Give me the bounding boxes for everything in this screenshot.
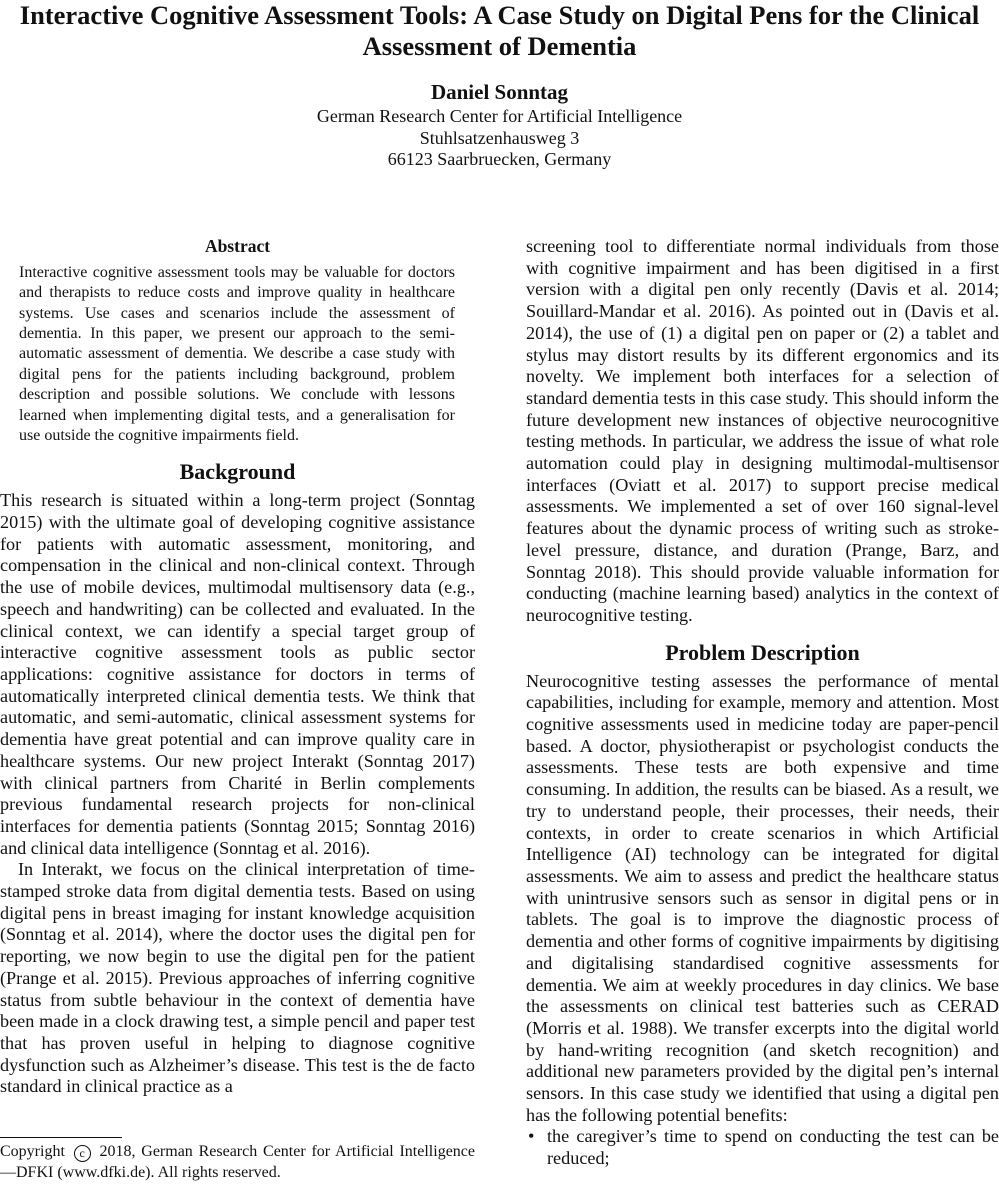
benefit-text: the caregiver’s time to spend on conducting the test can be reduced; xyxy=(547,1126,999,1169)
bullet-icon: • xyxy=(528,1126,535,1147)
abstract-heading: Abstract xyxy=(204,236,271,256)
author-street: Stuhlsatzenhausweg 3 xyxy=(419,127,580,148)
problem-paragraph-1: Neurocognitive testing assesses the performance of mental capabilities, including for example, memory and attention. Most cognitive assessments used in medicine today are paper-pencil based. A doctor, physiotherapist or psychologist conducts the assessments. These tests are both expensive and time consuming. In addition, the results can be biased. As a result, we try to understand people, their processes, their needs, their contexts, in order to create scenarios in which Artificial Intelligence (AI) technology can be integrated for digital assessments. We aim to assess and predict the healthcare status with unintrusive sensors such as sensor in digital pens or in tablets. The goal is to improve the diagnostic process of dementia and other forms of cognitive impairments by digitising and digitalising standardised cognitive assessments for dementia. We aim at weekly procedures in day clinics. We base the assessments on clinical test batteries such as CERAD (Morris et al. 1988). We transfer excerpts into the digital world by hand-writing recognition (and sketch recognition) and additional new parameters provided by the digital pen’s internal sensors. In this case study we identified that using a digital pen has the following potential benefits: xyxy=(526,670,999,1125)
right-column xyxy=(526,236,999,1170)
author-block xyxy=(0,78,999,171)
background-paragraph-2-continued: screening tool to differentiate normal individuals from those with cognitive impairment and has been digitised in a first version with a digital pen only recently (Davis et al. 2014; Souillard-Mandar et al. 2016). As pointed out in (Davis et al. 2014), the use of (1) a digital pen on paper or (2) a tablet and stylus may distort results by its different ergonomics and its novelty. We implement both interfaces for a selection of standard dementia tests in this case study. This should inform the future development new instances of objective neurocognitive testing methods. In particular, we address the issue of what role automation could play in designing multimodal-multisensor interfaces (Oviatt et al. 2017) to support precise medical assessments. We implemented a set of over 160 signal-level features about the dynamic process of writing such as stroke-level pressure, distance, and duration (Prange, Barz, and Sonntag 2018). This should provide valuable information for conducting (machine learning based) analytics in the context of neurocognitive testing. xyxy=(526,236,999,625)
paper-title: Interactive Cognitive Assessment Tools: A Case Study on Digital Pens for the Clinical Assessment of Dementia xyxy=(19,0,980,61)
copyright-text: 2018, German Research Center for Artificial Intelligence—DFKI (www.dfki.de). All rights reserved. xyxy=(0,1143,475,1181)
list-item xyxy=(526,1126,999,1169)
background-paragraph-2: In Interakt, we focus on the clinical interpretation of time-stamped stroke data from digital dementia tests. Based on using digital pens in breast imaging for instant knowledge acquisition (Sonntag et al. 2014), where the doctor uses the digital pen for reporting, we now begin to use the digital pen for the patient (Prange et al. 2015). Previous approaches of inferring cognitive status from subtle behaviour in the context of dementia have been made in a clock drawing test, a simple pencil and paper test that has proven useful in helping to diagnose cognitive dysfunction such as Alzheimer’s disease. This test is the de facto standard in clinical practice as a xyxy=(0,859,475,1097)
author-affiliation: German Research Center for Artificial Intelligence xyxy=(316,106,683,126)
left-column xyxy=(0,236,475,1098)
background-heading: Background xyxy=(179,459,296,485)
abstract-text: Interactive cognitive assessment tools may be valuable for doctors and therapists to reduce costs and improve quality in healthcare systems. Use cases and scenarios include the assessment of dementia. In this paper, we present our approach to the semi-automatic assessment of dementia. We describe a case study with digital pens for the patients including background, problem description and possible solutions. We conclude with lessons learned when implementing digital tests, and a generalisation for use outside the cognitive impairments field. xyxy=(19,263,455,444)
copyright-footnote xyxy=(0,1141,475,1183)
footnote-rule xyxy=(0,1137,122,1138)
author-city: 66123 Saarbruecken, Germany xyxy=(387,149,612,169)
background-paragraph-1: This research is situated within a long-term project (Sonntag 2015) with the ultimate goal of developing cognitive assistance for patients with automatic assessment, monitoring, and compensation in the clinical and non-clinical context. Through the use of mobile devices, multimodal multisensory data (e.g., speech and handwriting) can be collected and evaluated. In the clinical context, we can identify a special target group of interactive cognitive assessment tools as public sector applications: cognitive assistance for doctors in terms of automatically interpreted clinical dementia tests. We think that automatic, and semi-automatic, clinical assessment systems for dementia have great potential and can improve quality care in healthcare systems. Our new project Interakt (Sonntag 2017) with clinical partners from Charité in Berlin complements previous fundamental research projects for non-clinical interfaces for dementia patients (Sonntag 2015; Sonntag 2016) and clinical data intelligence (Sonntag et al. 2016). xyxy=(0,490,475,858)
benefits-list xyxy=(526,1126,999,1169)
author-name: Daniel Sonntag xyxy=(430,80,569,104)
copyright-symbol: c xyxy=(74,1145,91,1162)
problem-heading: Problem Description xyxy=(665,639,860,665)
copyright-word: Copyright xyxy=(0,1143,65,1160)
